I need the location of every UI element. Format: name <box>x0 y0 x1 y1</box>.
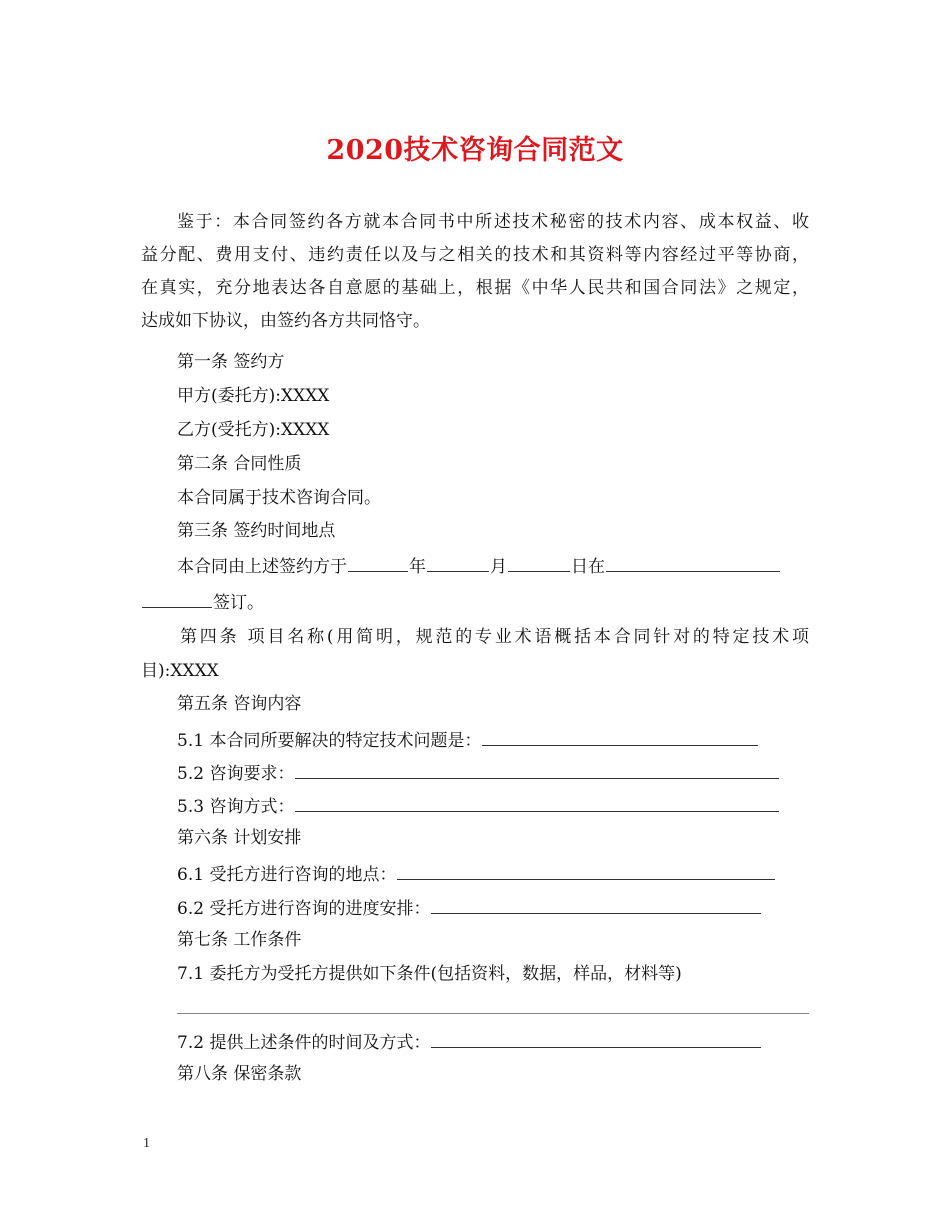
signing-date-place-line <box>177 555 781 577</box>
month-blank[interactable] <box>427 555 489 572</box>
signing-tail: 签订。 <box>213 593 264 613</box>
day-blank[interactable] <box>508 555 570 572</box>
item-7-2-label: 7.2 提供上述条件的时间及方式： <box>177 1033 431 1053</box>
article-4-line: 目):XXXX <box>141 661 219 681</box>
article-2-text: 本合同属于技术咨询合同。 <box>177 488 381 508</box>
article-3-heading: 第三条 签约时间地点 <box>177 521 336 541</box>
place-blank-cont[interactable] <box>142 591 212 608</box>
article-8-heading: 第八条 保密条款 <box>177 1064 302 1084</box>
preamble-line: 达成如下协议，由签约各方共同恪守。 <box>141 311 430 331</box>
item-5-3 <box>177 795 780 817</box>
item-5-2-label: 5.2 咨询要求： <box>177 764 295 784</box>
signing-tail-line <box>141 591 264 613</box>
article-1-heading: 第一条 签约方 <box>177 352 285 372</box>
item-5-2 <box>177 762 780 784</box>
item-6-2-label: 6.2 受托方进行咨询的进度安排： <box>177 899 431 919</box>
article-4-line: 第四条 项目名称(用简明，规范的专业术语概括本合同针对的特定技术项 <box>180 627 809 647</box>
item-5-3-label: 5.3 咨询方式： <box>177 797 295 817</box>
item-6-1-blank[interactable] <box>397 863 775 880</box>
item-7-1-blank[interactable] <box>177 1013 809 1014</box>
article-5-heading: 第五条 咨询内容 <box>177 694 302 714</box>
month-label: 月 <box>490 557 507 577</box>
item-5-1 <box>177 729 759 751</box>
item-7-2-blank[interactable] <box>431 1031 761 1048</box>
year-label: 年 <box>409 557 426 577</box>
signing-text: 本合同由上述签约方于 <box>177 557 347 577</box>
item-6-1 <box>177 863 776 885</box>
page-number: 1 <box>143 1136 150 1151</box>
article-2-heading: 第二条 合同性质 <box>177 454 302 474</box>
preamble-line: 在真实，充分地表达各自意愿的基础上，根据《中华人民共和国合同法》之规定， <box>141 278 809 298</box>
article-6-heading: 第六条 计划安排 <box>177 828 302 848</box>
preamble-line: 鉴于：本合同签约各方就本合同书中所述技术秘密的技术内容、成本权益、收 <box>177 212 809 232</box>
item-7-1: 7.1 委托方为受托方提供如下条件(包括资料，数据，样品，材料等) <box>177 964 682 984</box>
party-b-line: 乙方(受托方):XXXX <box>177 420 330 440</box>
party-a-line: 甲方(委托方):XXXX <box>177 386 330 406</box>
day-label: 日在 <box>571 557 605 577</box>
place-blank[interactable] <box>606 555 780 572</box>
item-5-3-blank[interactable] <box>295 795 779 812</box>
document-title: 2020技术咨询合同范文 <box>326 135 624 166</box>
item-6-2 <box>177 897 762 919</box>
item-6-1-label: 6.1 受托方进行咨询的地点： <box>177 865 397 885</box>
item-5-2-blank[interactable] <box>295 762 779 779</box>
item-6-2-blank[interactable] <box>431 897 761 914</box>
item-5-1-label: 5.1 本合同所要解决的特定技术问题是： <box>177 731 482 751</box>
article-7-heading: 第七条 工作条件 <box>177 930 302 950</box>
preamble-line: 益分配、费用支付、违约责任以及与之相关的技术和其资料等内容经过平等协商， <box>141 245 809 265</box>
year-blank[interactable] <box>348 555 408 572</box>
item-7-2 <box>177 1031 762 1053</box>
item-5-1-blank[interactable] <box>482 729 758 746</box>
